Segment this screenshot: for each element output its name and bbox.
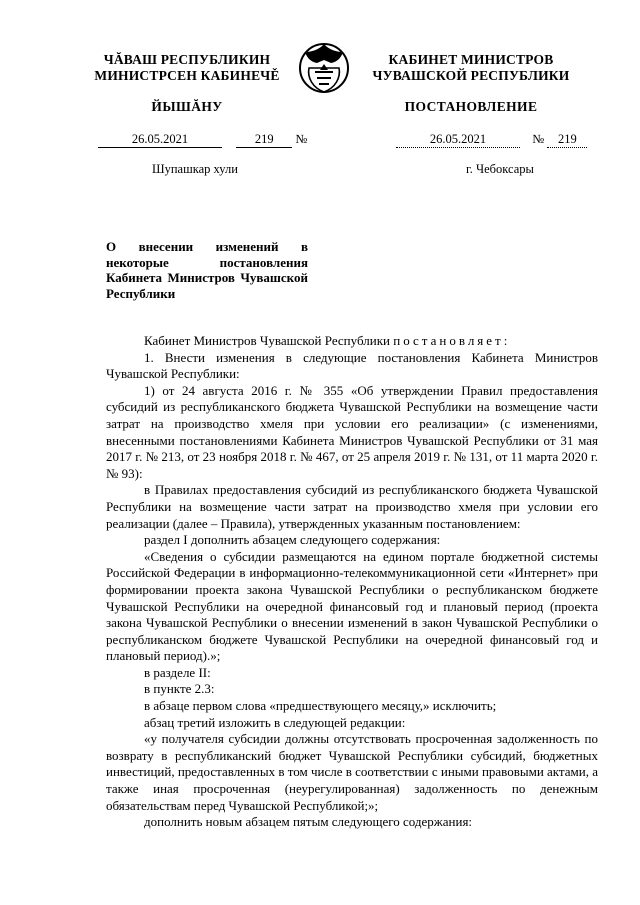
- date-right: 26.05.2021: [396, 132, 520, 148]
- place-chuvash: Шупашкар хули: [152, 162, 238, 176]
- number-sign-left: №: [295, 132, 308, 146]
- body-paragraph: 1) от 24 августа 2016 г. № 355 «Об утверждении Правил предоставления субсидий из республиканского бюджета Чувашской Республики на возмещение части затрат на производство хмеля при условии его реализации» (с изменениями, внесенными постановлениями Кабинета Министров Чувашской Республики от 31 мая 2017 г. № 213, от 23 ноября 2018 г. № 467, от 25 апреля 2019 г. № 131, от 11 марта 2020 г. № 93):: [106, 382, 598, 481]
- body-paragraph: «Сведения о субсидии размещаются на едином портале бюджетной системы Российской Федерации в информационно-телекоммуникационной сети «Интернет» при формировании проекта закона Чувашской Республики о республиканском бюджете Чувашской Республики на очередной финансовый год и плановый период (проекта закона Чувашской Республики о внесении изменений в закон Чувашской Республики о республиканском бюджете Чувашской Республики на очередной финансовый год и плановый период).»;: [106, 548, 598, 664]
- intro-text: Кабинет Министров Чувашской Республики: [144, 333, 390, 348]
- body-paragraph: в разделе II:: [144, 664, 211, 680]
- issuer-chuvash: [52, 52, 322, 84]
- body-intro: [106, 333, 598, 350]
- intro-spaced-verb: постановляет:: [393, 333, 511, 348]
- document-subject: О внесении изменений в некоторые постановления Кабинета Министров Чувашской Республики: [106, 239, 308, 301]
- issuer-russian: [336, 52, 606, 84]
- body-paragraph: в пункте 2.3:: [144, 681, 215, 697]
- body-paragraph: 1. Внести изменения в следующие постановления Кабинета Министров Чувашской Республики:: [106, 349, 598, 382]
- number-left: 219: [236, 132, 292, 148]
- date-left: 26.05.2021: [98, 132, 222, 148]
- body-paragraph: дополнить новым абзацем пятым следующего содержания:: [144, 814, 473, 830]
- body-paragraph: «у получателя субсидии должны отсутствовать просроченная задолженность по возврату в республиканский бюджет Чувашской Республики субсидий, бюджетных инвестиций, предоставленных в том числе в соответствии с иными правовыми актами, а также иная просроченная (неурегулированная) задолженность по денежным обязательствам перед Чувашской Республикой;»;: [106, 731, 599, 813]
- number-right: 219: [547, 132, 587, 148]
- place-russian: г. Чебоксары: [466, 162, 534, 176]
- doc-type-russian: ПОСТАНОВЛЕНИЕ: [404, 99, 538, 114]
- date-number-left: [98, 132, 307, 148]
- body-paragraph: в Правилах предоставления субсидий из республиканского бюджета Чувашской Республики на возмещение части затрат на производство хмеля при условии его реализации (далее – Правила), утвержденных указанным постановлением:: [106, 482, 598, 531]
- issuer-russian-line-2: ЧУВАШСКОЙ РЕСПУБЛИКИ: [372, 68, 570, 83]
- body-paragraph: в абзаце первом слова «предшествующего месяцу,» исключить;: [144, 698, 497, 714]
- doc-type-chuvash: ЙЫШĂНУ: [151, 99, 223, 114]
- body-paragraph: абзац третий изложить в следующей редакции:: [144, 714, 406, 730]
- issuer-chuvash-line-1: ЧĂВАШ РЕСПУБЛИКИН: [103, 52, 271, 67]
- body-paragraph: раздел I дополнить абзацем следующего содержания:: [144, 532, 441, 548]
- number-sign-right: №: [532, 132, 545, 146]
- issuer-russian-line-1: КАБИНЕТ МИНИСТРОВ: [388, 52, 554, 67]
- issuer-chuvash-line-2: МИНИСТРСЕН КАБИНЕЧĚ: [94, 68, 280, 83]
- date-number-right: [396, 132, 587, 148]
- document-body: [106, 333, 598, 831]
